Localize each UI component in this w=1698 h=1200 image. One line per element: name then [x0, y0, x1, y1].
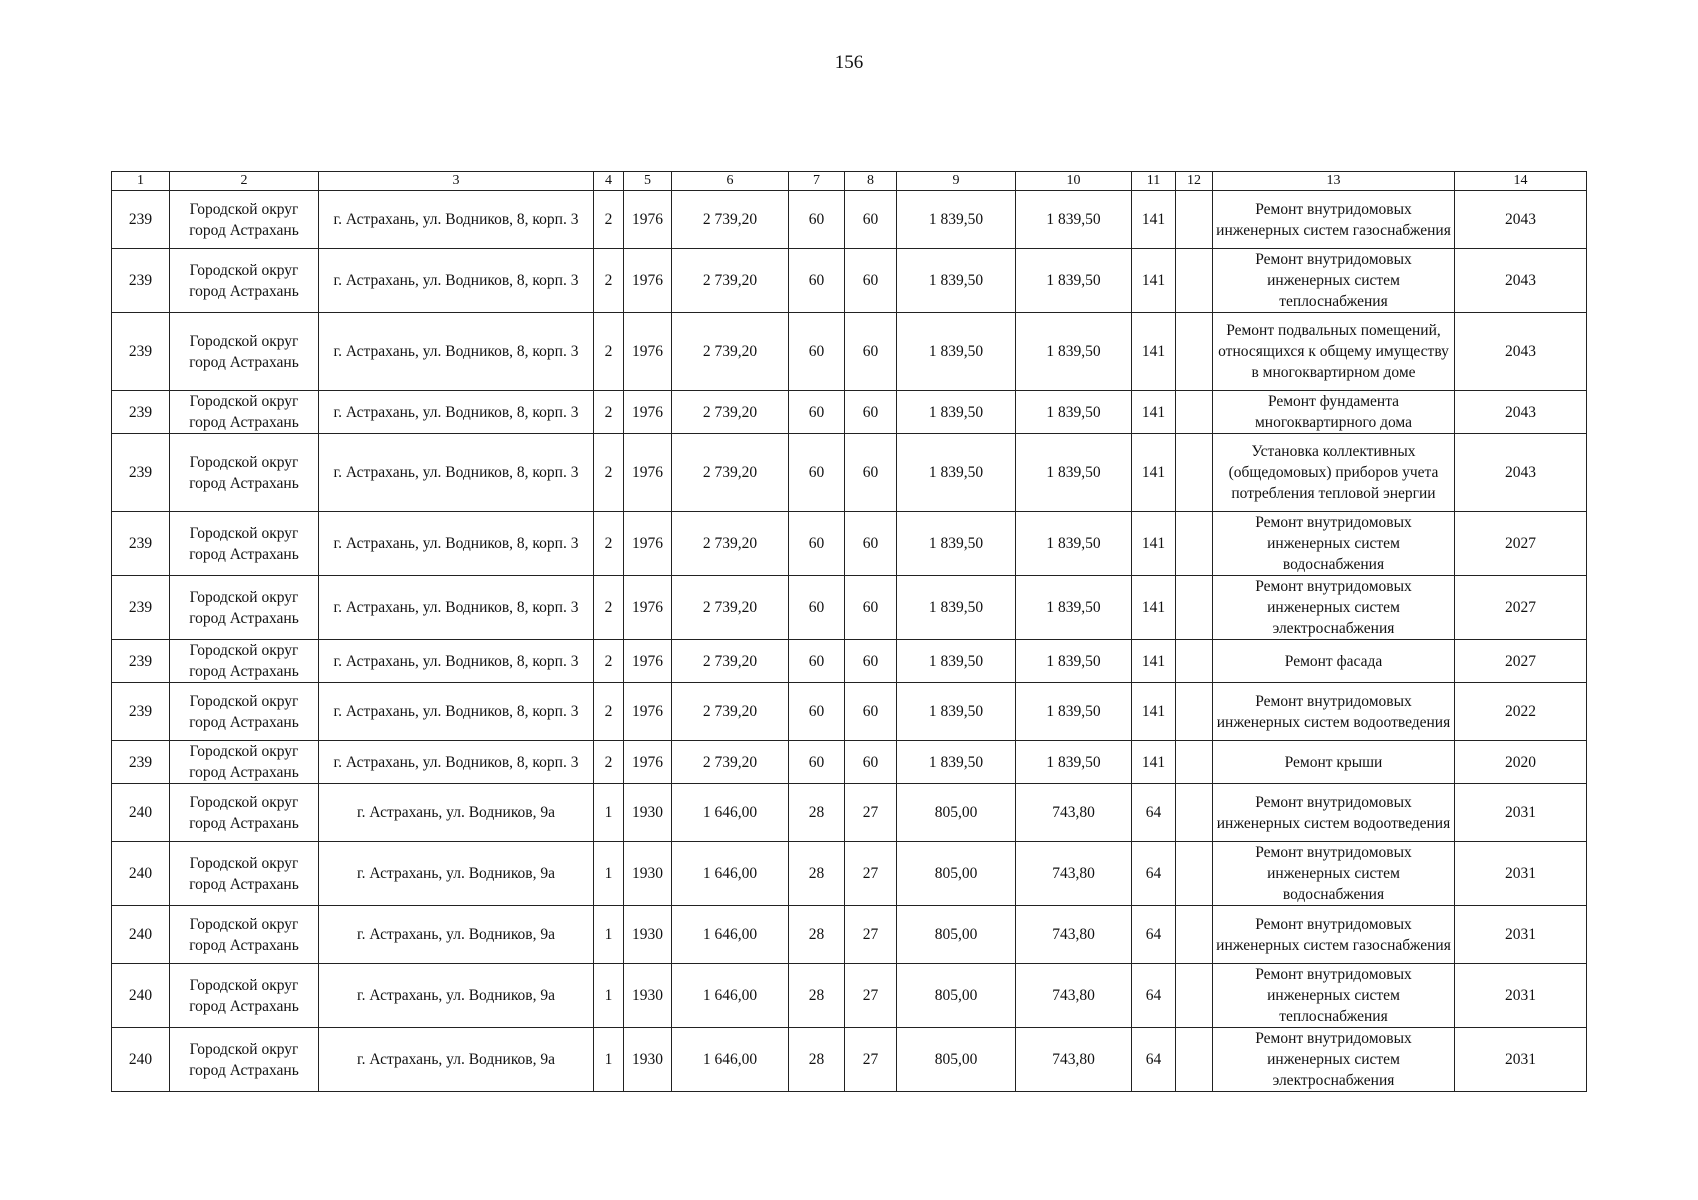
col10-cell: 1 839,50	[1016, 391, 1132, 434]
col11-cell: 141	[1132, 640, 1176, 683]
col5-cell: 1976	[624, 741, 672, 784]
col4-cell: 2	[594, 512, 624, 576]
column-number-cell: 8	[845, 172, 897, 191]
col4-cell: 2	[594, 249, 624, 313]
col8-cell: 60	[845, 576, 897, 640]
col6-cell: 2 739,20	[672, 640, 789, 683]
row-number-cell: 239	[112, 391, 170, 434]
address-cell: г. Астрахань, ул. Водников, 8, корп. 3	[319, 434, 594, 512]
col9-cell: 1 839,50	[897, 741, 1016, 784]
col5-cell: 1976	[624, 191, 672, 249]
municipality-cell: Городской округ город Астрахань	[170, 741, 319, 784]
table-row	[112, 434, 1587, 512]
col8-cell: 27	[845, 842, 897, 906]
col7-cell: 60	[789, 434, 845, 512]
col7-cell: 60	[789, 640, 845, 683]
municipality-cell: Городской округ город Астрахань	[170, 640, 319, 683]
address-cell: г. Астрахань, ул. Водников, 8, корп. 3	[319, 191, 594, 249]
col8-cell: 60	[845, 434, 897, 512]
work-type-cell: Ремонт внутридомовых инженерных систем водоснабжения	[1213, 842, 1455, 906]
col5-cell: 1976	[624, 683, 672, 741]
col9-cell: 1 839,50	[897, 249, 1016, 313]
row-number-cell: 240	[112, 842, 170, 906]
municipality-cell: Городской округ город Астрахань	[170, 249, 319, 313]
col9-cell: 805,00	[897, 784, 1016, 842]
planned-year-cell: 2043	[1455, 191, 1587, 249]
work-type-cell: Ремонт подвальных помещений, относящихся к общему имуществу в многоквартирном доме	[1213, 313, 1455, 391]
table-row	[112, 191, 1587, 249]
col5-cell: 1976	[624, 434, 672, 512]
work-type-cell: Установка коллективных (общедомовых) приборов учета потребления тепловой энергии	[1213, 434, 1455, 512]
column-number-cell: 9	[897, 172, 1016, 191]
table-row	[112, 683, 1587, 741]
row-number-cell: 240	[112, 784, 170, 842]
col7-cell: 60	[789, 391, 845, 434]
col8-cell: 27	[845, 906, 897, 964]
column-number-cell: 12	[1176, 172, 1213, 191]
municipality-cell: Городской округ город Астрахань	[170, 391, 319, 434]
planned-year-cell: 2043	[1455, 313, 1587, 391]
col7-cell: 60	[789, 512, 845, 576]
col10-cell: 1 839,50	[1016, 191, 1132, 249]
col4-cell: 1	[594, 784, 624, 842]
table-row	[112, 313, 1587, 391]
col11-cell: 141	[1132, 576, 1176, 640]
col5-cell: 1930	[624, 784, 672, 842]
row-number-cell: 239	[112, 249, 170, 313]
col6-cell: 1 646,00	[672, 906, 789, 964]
col12-cell	[1176, 842, 1213, 906]
planned-year-cell: 2020	[1455, 741, 1587, 784]
column-number-row	[112, 172, 1587, 191]
col8-cell: 60	[845, 512, 897, 576]
row-number-cell: 239	[112, 576, 170, 640]
col7-cell: 28	[789, 842, 845, 906]
col10-cell: 743,80	[1016, 964, 1132, 1028]
col11-cell: 64	[1132, 1028, 1176, 1092]
planned-year-cell: 2031	[1455, 906, 1587, 964]
table-row	[112, 741, 1587, 784]
col11-cell: 141	[1132, 391, 1176, 434]
col9-cell: 1 839,50	[897, 576, 1016, 640]
col11-cell: 141	[1132, 249, 1176, 313]
table-row	[112, 640, 1587, 683]
work-type-cell: Ремонт внутридомовых инженерных систем водоотведения	[1213, 683, 1455, 741]
address-cell: г. Астрахань, ул. Водников, 8, корп. 3	[319, 249, 594, 313]
col10-cell: 1 839,50	[1016, 640, 1132, 683]
col6-cell: 2 739,20	[672, 391, 789, 434]
row-number-cell: 239	[112, 512, 170, 576]
planned-year-cell: 2027	[1455, 640, 1587, 683]
column-number-cell: 14	[1455, 172, 1587, 191]
col6-cell: 2 739,20	[672, 249, 789, 313]
col4-cell: 2	[594, 434, 624, 512]
col7-cell: 60	[789, 683, 845, 741]
page-number: 156	[834, 52, 864, 73]
col4-cell: 2	[594, 391, 624, 434]
col9-cell: 1 839,50	[897, 512, 1016, 576]
municipality-cell: Городской округ город Астрахань	[170, 964, 319, 1028]
address-cell: г. Астрахань, ул. Водников, 8, корп. 3	[319, 683, 594, 741]
column-number-cell: 4	[594, 172, 624, 191]
col9-cell: 1 839,50	[897, 391, 1016, 434]
municipality-cell: Городской округ город Астрахань	[170, 191, 319, 249]
col12-cell	[1176, 391, 1213, 434]
col9-cell: 1 839,50	[897, 313, 1016, 391]
work-type-cell: Ремонт внутридомовых инженерных систем электроснабжения	[1213, 1028, 1455, 1092]
col12-cell	[1176, 576, 1213, 640]
register-table	[111, 171, 1587, 1092]
table-row	[112, 784, 1587, 842]
address-cell: г. Астрахань, ул. Водников, 9а	[319, 842, 594, 906]
row-number-cell: 240	[112, 1028, 170, 1092]
address-cell: г. Астрахань, ул. Водников, 9а	[319, 784, 594, 842]
col12-cell	[1176, 741, 1213, 784]
address-cell: г. Астрахань, ул. Водников, 9а	[319, 964, 594, 1028]
column-number-cell: 7	[789, 172, 845, 191]
col12-cell	[1176, 249, 1213, 313]
col12-cell	[1176, 512, 1213, 576]
col12-cell	[1176, 313, 1213, 391]
col4-cell: 1	[594, 964, 624, 1028]
col4-cell: 2	[594, 640, 624, 683]
work-type-cell: Ремонт фундамента многоквартирного дома	[1213, 391, 1455, 434]
col8-cell: 60	[845, 191, 897, 249]
column-number-cell: 11	[1132, 172, 1176, 191]
table-row	[112, 842, 1587, 906]
planned-year-cell: 2031	[1455, 784, 1587, 842]
row-number-cell: 239	[112, 640, 170, 683]
col5-cell: 1976	[624, 640, 672, 683]
col5-cell: 1976	[624, 391, 672, 434]
col6-cell: 2 739,20	[672, 741, 789, 784]
table-row	[112, 512, 1587, 576]
row-number-cell: 240	[112, 964, 170, 1028]
col4-cell: 2	[594, 683, 624, 741]
col4-cell: 1	[594, 842, 624, 906]
col10-cell: 1 839,50	[1016, 683, 1132, 741]
planned-year-cell: 2022	[1455, 683, 1587, 741]
address-cell: г. Астрахань, ул. Водников, 8, корп. 3	[319, 640, 594, 683]
municipality-cell: Городской округ город Астрахань	[170, 842, 319, 906]
col5-cell: 1976	[624, 313, 672, 391]
col10-cell: 1 839,50	[1016, 512, 1132, 576]
col11-cell: 141	[1132, 313, 1176, 391]
col10-cell: 743,80	[1016, 1028, 1132, 1092]
col11-cell: 141	[1132, 434, 1176, 512]
col7-cell: 28	[789, 906, 845, 964]
col6-cell: 1 646,00	[672, 842, 789, 906]
col7-cell: 60	[789, 191, 845, 249]
col7-cell: 60	[789, 741, 845, 784]
col12-cell	[1176, 640, 1213, 683]
address-cell: г. Астрахань, ул. Водников, 9а	[319, 906, 594, 964]
col8-cell: 27	[845, 784, 897, 842]
col7-cell: 28	[789, 784, 845, 842]
col11-cell: 141	[1132, 683, 1176, 741]
municipality-cell: Городской округ город Астрахань	[170, 906, 319, 964]
table-row	[112, 906, 1587, 964]
col6-cell: 2 739,20	[672, 434, 789, 512]
column-number-cell: 13	[1213, 172, 1455, 191]
planned-year-cell: 2043	[1455, 434, 1587, 512]
column-number-cell: 10	[1016, 172, 1132, 191]
col5-cell: 1976	[624, 576, 672, 640]
col11-cell: 141	[1132, 191, 1176, 249]
work-type-cell: Ремонт внутридомовых инженерных систем газоснабжения	[1213, 191, 1455, 249]
col7-cell: 60	[789, 576, 845, 640]
address-cell: г. Астрахань, ул. Водников, 8, корп. 3	[319, 512, 594, 576]
municipality-cell: Городской округ город Астрахань	[170, 313, 319, 391]
column-number-cell: 3	[319, 172, 594, 191]
work-type-cell: Ремонт внутридомовых инженерных систем газоснабжения	[1213, 906, 1455, 964]
col7-cell: 28	[789, 1028, 845, 1092]
col8-cell: 27	[845, 964, 897, 1028]
row-number-cell: 239	[112, 683, 170, 741]
municipality-cell: Городской округ город Астрахань	[170, 784, 319, 842]
col11-cell: 64	[1132, 964, 1176, 1028]
col12-cell	[1176, 191, 1213, 249]
row-number-cell: 239	[112, 191, 170, 249]
col9-cell: 1 839,50	[897, 640, 1016, 683]
col11-cell: 141	[1132, 512, 1176, 576]
work-type-cell: Ремонт внутридомовых инженерных систем водоотведения	[1213, 784, 1455, 842]
col4-cell: 1	[594, 906, 624, 964]
col11-cell: 64	[1132, 906, 1176, 964]
col12-cell	[1176, 964, 1213, 1028]
planned-year-cell: 2031	[1455, 964, 1587, 1028]
table-row	[112, 249, 1587, 313]
col8-cell: 60	[845, 391, 897, 434]
col10-cell: 743,80	[1016, 906, 1132, 964]
work-type-cell: Ремонт фасада	[1213, 640, 1455, 683]
table-row	[112, 391, 1587, 434]
col8-cell: 60	[845, 640, 897, 683]
col12-cell	[1176, 683, 1213, 741]
col12-cell	[1176, 1028, 1213, 1092]
col5-cell: 1930	[624, 906, 672, 964]
work-type-cell: Ремонт внутридомовых инженерных систем водоснабжения	[1213, 512, 1455, 576]
col11-cell: 141	[1132, 741, 1176, 784]
col10-cell: 1 839,50	[1016, 576, 1132, 640]
col9-cell: 805,00	[897, 842, 1016, 906]
work-type-cell: Ремонт внутридомовых инженерных систем электроснабжения	[1213, 576, 1455, 640]
col6-cell: 1 646,00	[672, 964, 789, 1028]
address-cell: г. Астрахань, ул. Водников, 9а	[319, 1028, 594, 1092]
row-number-cell: 240	[112, 906, 170, 964]
planned-year-cell: 2031	[1455, 1028, 1587, 1092]
col12-cell	[1176, 434, 1213, 512]
column-number-cell: 1	[112, 172, 170, 191]
municipality-cell: Городской округ город Астрахань	[170, 1028, 319, 1092]
col6-cell: 1 646,00	[672, 784, 789, 842]
col4-cell: 2	[594, 191, 624, 249]
col12-cell	[1176, 784, 1213, 842]
col8-cell: 60	[845, 313, 897, 391]
planned-year-cell: 2043	[1455, 249, 1587, 313]
col6-cell: 2 739,20	[672, 576, 789, 640]
col6-cell: 2 739,20	[672, 313, 789, 391]
table-row	[112, 964, 1587, 1028]
column-number-cell: 2	[170, 172, 319, 191]
col10-cell: 743,80	[1016, 784, 1132, 842]
address-cell: г. Астрахань, ул. Водников, 8, корп. 3	[319, 741, 594, 784]
col6-cell: 2 739,20	[672, 683, 789, 741]
col4-cell: 2	[594, 576, 624, 640]
col9-cell: 805,00	[897, 1028, 1016, 1092]
address-cell: г. Астрахань, ул. Водников, 8, корп. 3	[319, 576, 594, 640]
col4-cell: 1	[594, 1028, 624, 1092]
municipality-cell: Городской округ город Астрахань	[170, 683, 319, 741]
planned-year-cell: 2043	[1455, 391, 1587, 434]
table-row	[112, 576, 1587, 640]
municipality-cell: Городской округ город Астрахань	[170, 434, 319, 512]
col8-cell: 60	[845, 249, 897, 313]
col9-cell: 805,00	[897, 906, 1016, 964]
table-row	[112, 1028, 1587, 1092]
col6-cell: 2 739,20	[672, 191, 789, 249]
col5-cell: 1930	[624, 842, 672, 906]
col8-cell: 27	[845, 1028, 897, 1092]
col5-cell: 1976	[624, 512, 672, 576]
work-type-cell: Ремонт внутридомовых инженерных систем теплоснабжения	[1213, 964, 1455, 1028]
row-number-cell: 239	[112, 434, 170, 512]
table-body	[112, 172, 1587, 1092]
col9-cell: 1 839,50	[897, 191, 1016, 249]
col10-cell: 1 839,50	[1016, 313, 1132, 391]
col7-cell: 60	[789, 313, 845, 391]
address-cell: г. Астрахань, ул. Водников, 8, корп. 3	[319, 313, 594, 391]
col6-cell: 2 739,20	[672, 512, 789, 576]
row-number-cell: 239	[112, 741, 170, 784]
col9-cell: 805,00	[897, 964, 1016, 1028]
col4-cell: 2	[594, 313, 624, 391]
col7-cell: 28	[789, 964, 845, 1028]
col12-cell	[1176, 906, 1213, 964]
col9-cell: 1 839,50	[897, 683, 1016, 741]
work-type-cell: Ремонт внутридомовых инженерных систем теплоснабжения	[1213, 249, 1455, 313]
planned-year-cell: 2027	[1455, 576, 1587, 640]
col10-cell: 743,80	[1016, 842, 1132, 906]
col11-cell: 64	[1132, 842, 1176, 906]
col10-cell: 1 839,50	[1016, 434, 1132, 512]
col5-cell: 1930	[624, 964, 672, 1028]
address-cell: г. Астрахань, ул. Водников, 8, корп. 3	[319, 391, 594, 434]
col10-cell: 1 839,50	[1016, 249, 1132, 313]
column-number-cell: 5	[624, 172, 672, 191]
municipality-cell: Городской округ город Астрахань	[170, 512, 319, 576]
col9-cell: 1 839,50	[897, 434, 1016, 512]
planned-year-cell: 2031	[1455, 842, 1587, 906]
municipality-cell: Городской округ город Астрахань	[170, 576, 319, 640]
col8-cell: 60	[845, 741, 897, 784]
row-number-cell: 239	[112, 313, 170, 391]
col11-cell: 64	[1132, 784, 1176, 842]
planned-year-cell: 2027	[1455, 512, 1587, 576]
work-type-cell: Ремонт крыши	[1213, 741, 1455, 784]
col5-cell: 1930	[624, 1028, 672, 1092]
col10-cell: 1 839,50	[1016, 741, 1132, 784]
col7-cell: 60	[789, 249, 845, 313]
col4-cell: 2	[594, 741, 624, 784]
col5-cell: 1976	[624, 249, 672, 313]
col8-cell: 60	[845, 683, 897, 741]
col6-cell: 1 646,00	[672, 1028, 789, 1092]
column-number-cell: 6	[672, 172, 789, 191]
